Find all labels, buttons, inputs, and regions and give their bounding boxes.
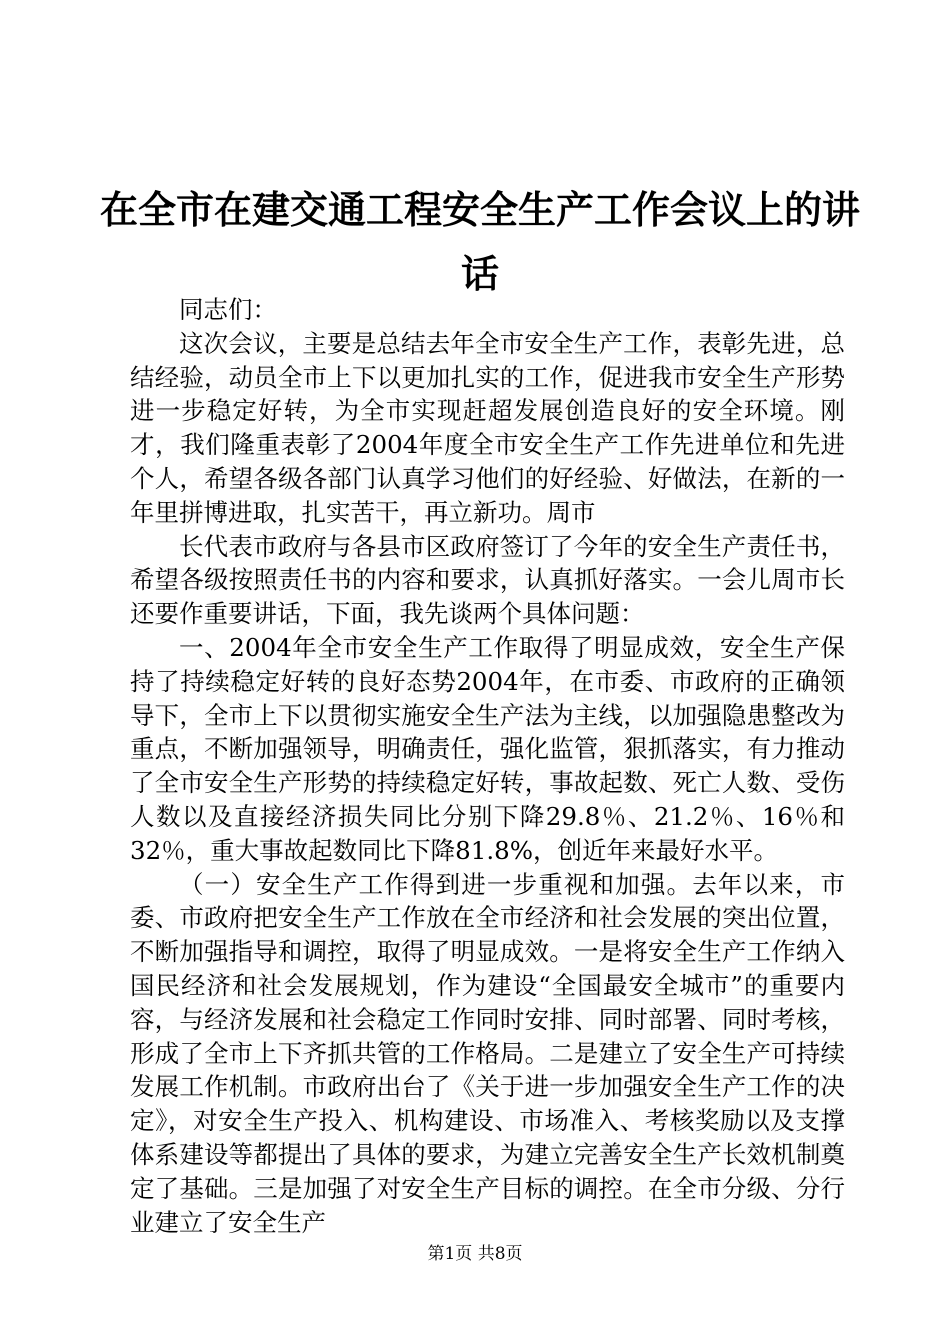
body-paragraph-4: （一）安全生产工作得到进一步重视和加强。去年以来，市委、市政府把安全生产工作放在全市经济和社会发展的突出位置，不断加强指导和调控，取得了明显成效。一是将安全生产工作纳入国民经济和社会发展规划，作为建设“全国最安全城市”的重要内容，与经济发展和社会稳定工作同时安排、同时部署、同时考核，形成了全市上下齐抓共管的工作格局。二是建立了安全生产可持续发展工作机制。市政府出台了《关于进一步加强安全生产工作的决定》，对安全生产投入、机构建设、市场准入、考核奖励以及支撑体系建设等都提出了具体的要求，为建立完善安全生产长效机制奠定了基础。三是加强了对安全生产目标的调控。在全市分级、分行业建立了安全生产 [130, 869, 845, 1237]
salutation-paragraph: 同志们： [179, 295, 277, 324]
body-paragraph-2: 长代表市政府与各县市区政府签订了今年的安全生产责任书，希望各级按照责任书的内容和要求，认真抓好落实。一会儿周市长还要作重要讲话，下面，我先谈两个具体问题： [130, 531, 845, 629]
body-paragraph-1: 这次会议，主要是总结去年全市安全生产工作，表彰先进，总结经验，动员全市上下以更加扎实的工作，促进我市安全生产形势进一步稳定好转，为全市实现赶超发展创造良好的安全环境。刚才，我们隆重表彰了2004年度全市安全生产工作先进单位和先进个人，希望各级各部门认真学习他们的好经验、好做法，在新的一年里拼博进取，扎实苦干，再立新功。周市 [130, 328, 845, 527]
page-footer: 第1页 共8页 [427, 1244, 523, 1264]
body-paragraph-3: 一、2004年全市安全生产工作取得了明显成效，安全生产保持了持续稳定好转的良好态势2004年，在市委、市政府的正确领导下，全市上下以贯彻实施安全生产法为主线，以加强隐患整改为重点，不断加强领导，明确责任，强化监管，狠抓落实，有力推动了全市安全生产形势的持续稳定好转，事故起数、死亡人数、受伤人数以及直接经济损失同比分别下降29.8％、21.2％、16％和32％，重大事故起数同比下降81.8%，创近年来最好水平。 [130, 632, 845, 865]
document-title: 在全市在建交通工程安全生产工作会议上的讲话 [100, 187, 861, 296]
document-body [130, 293, 845, 1239]
